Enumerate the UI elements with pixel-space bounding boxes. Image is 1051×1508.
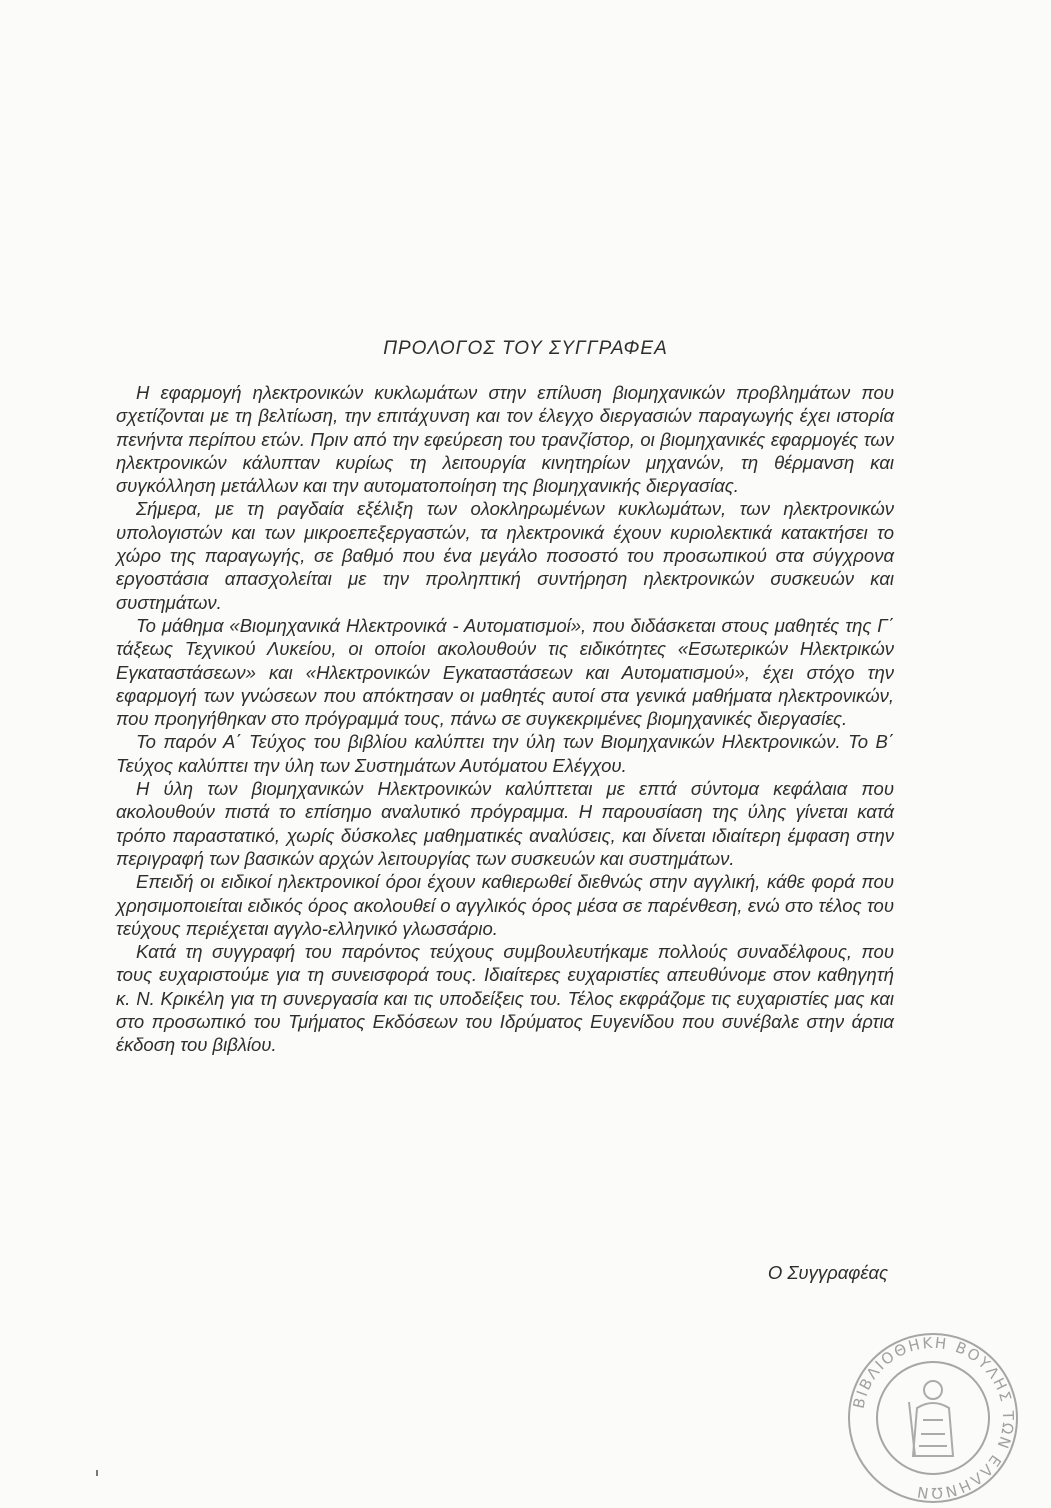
stamp-figure [909,1381,953,1456]
library-stamp-icon [843,1328,1023,1508]
stamp-text: ΒΙΒΛΙΟΘΗΚΗ ΒΟΥΛΗΣ ΤΩΝ ΕΛΛΗΝΩΝ [849,1333,1018,1503]
scan-artifact [96,1470,98,1476]
paragraph-6: Επειδή οι ειδικοί ηλεκτρονικοί όροι έχουν καθιερωθεί διεθνώς στην αγγλική, κάθε φορά που χρησιμοποιείται ειδικός όρος ακολουθεί ο αγγλικός όρος μέσα σε παρένθεση, ενώ στο τέλος του τεύχους περιέχεται αγγλο-ελληνικό γλωσσάριο. [116,871,894,939]
preface-title: ΠΡΟΛΟΓΟΣ ΤΟΥ ΣΥΓΓΡΑΦΕΑ [383,338,668,359]
paragraph-4: Το παρόν Α΄ Τεύχος του βιβλίου καλύπτει την ύλη των Βιομηχανικών Ηλεκτρονικών. Το Β΄ Τεύχος καλύπτει την ύλη των Συστημάτων Αυτόματου Ελέγχου. [116,731,894,776]
author-signature: Ο Συγγραφέας [767,1262,888,1283]
paragraph-3: Το μάθημα «Βιομηχανικά Ηλεκτρονικά - Αυτοματισμοί», που διδάσκεται στους μαθητές της Γ΄ τάξεως Τεχνικού Λυκείου, οι οποίοι ακολουθούν τις ειδικότητες «Εσωτερικών Ηλεκτρικών Εγκαταστάσεων» και «Ηλεκτρονικών Εγκαταστάσεων και Αυτοματισμού», έχει στόχο την εφαρμογή των γνώσεων που απόκτησαν οι μαθητές αυτοί στα γενικά μαθήματα ηλεκτρονικών, που προηγήθηκαν στο πρόγραμμά τους, πάνω σε συγκεκριμένες βιομηχανικές διεργασίες. [116,614,894,730]
paragraph-7: Κατά τη συγγραφή του παρόντος τεύχους συμβουλευτήκαμε πολλούς συναδέλφους, που τους ευχαριστούμε για τη συνεισφορά τους. Ιδιαίτερες ευχαριστίες απευθύνομε στον καθηγητή κ. Ν. Κρικέλη για τη συνεργασία και τις υποδείξεις του. Τέλος εκφράζομε τις ευχαριστίες μας και στο προσωπικό του Τμήματος Εκδόσεων του Ιδρύματος Ευγενίδου που συνέβαλε στην άρτια έκδοση του βιβλίου. [116,941,894,1056]
paragraph-2: Σήμερα, με τη ραγδαία εξέλιξη των ολοκληρωμένων κυκλωμάτων, των ηλεκτρονικών υπολογιστών και των μικροεπεξεργαστών, τα ηλεκτρονικά έχουν κυριολεκτικά κατακτήσει το χώρο της παραγωγής, σε βαθμό που ένα μεγάλο ποσοστό του προσωπικού στα σύγχρονα εργοστάσια απασχολείται με την προληπτική συντήρηση ηλεκτρονικών συσκευών και συστημάτων. [116,498,894,613]
paragraph-1: Η εφαρμογή ηλεκτρονικών κυκλωμάτων στην επίλυση βιομηχανικών προβλημάτων που σχετίζονται με τη βελτίωση, την επιτάχυνση και τον έλεγχο διεργασιών παραγωγής έχει ιστορία πενήντα περίπου ετών. Πριν από την εφεύρεση του τρανζίστορ, οι βιομηχανικές εφαρμογές των ηλεκτρονικών κάλυπταν κυρίως τη λειτουργία κινητηρίων μηχανών, τη θέρμανση και συγκόλληση μετάλλων και την αυτοματοποίηση της βιομηχανικής διεργασίας. [116,382,894,497]
preface-body [116,381,894,1057]
paragraph-5: Η ύλη των βιομηχανικών Ηλεκτρονικών καλύπτεται με επτά σύντομα κεφάλαια που ακολουθούν πιστά το επίσημο αναλυτικό πρόγραμμα. Η παρουσίαση της ύλης γίνεται κατά τρόπο παραστατικό, χωρίς δύσκολες μαθηματικές αναλύσεις, και δίνεται ιδιαίτερη έμφαση στην περιγραφή των βασικών αρχών λειτουργίας των συσκευών και συστημάτων. [116,778,894,869]
